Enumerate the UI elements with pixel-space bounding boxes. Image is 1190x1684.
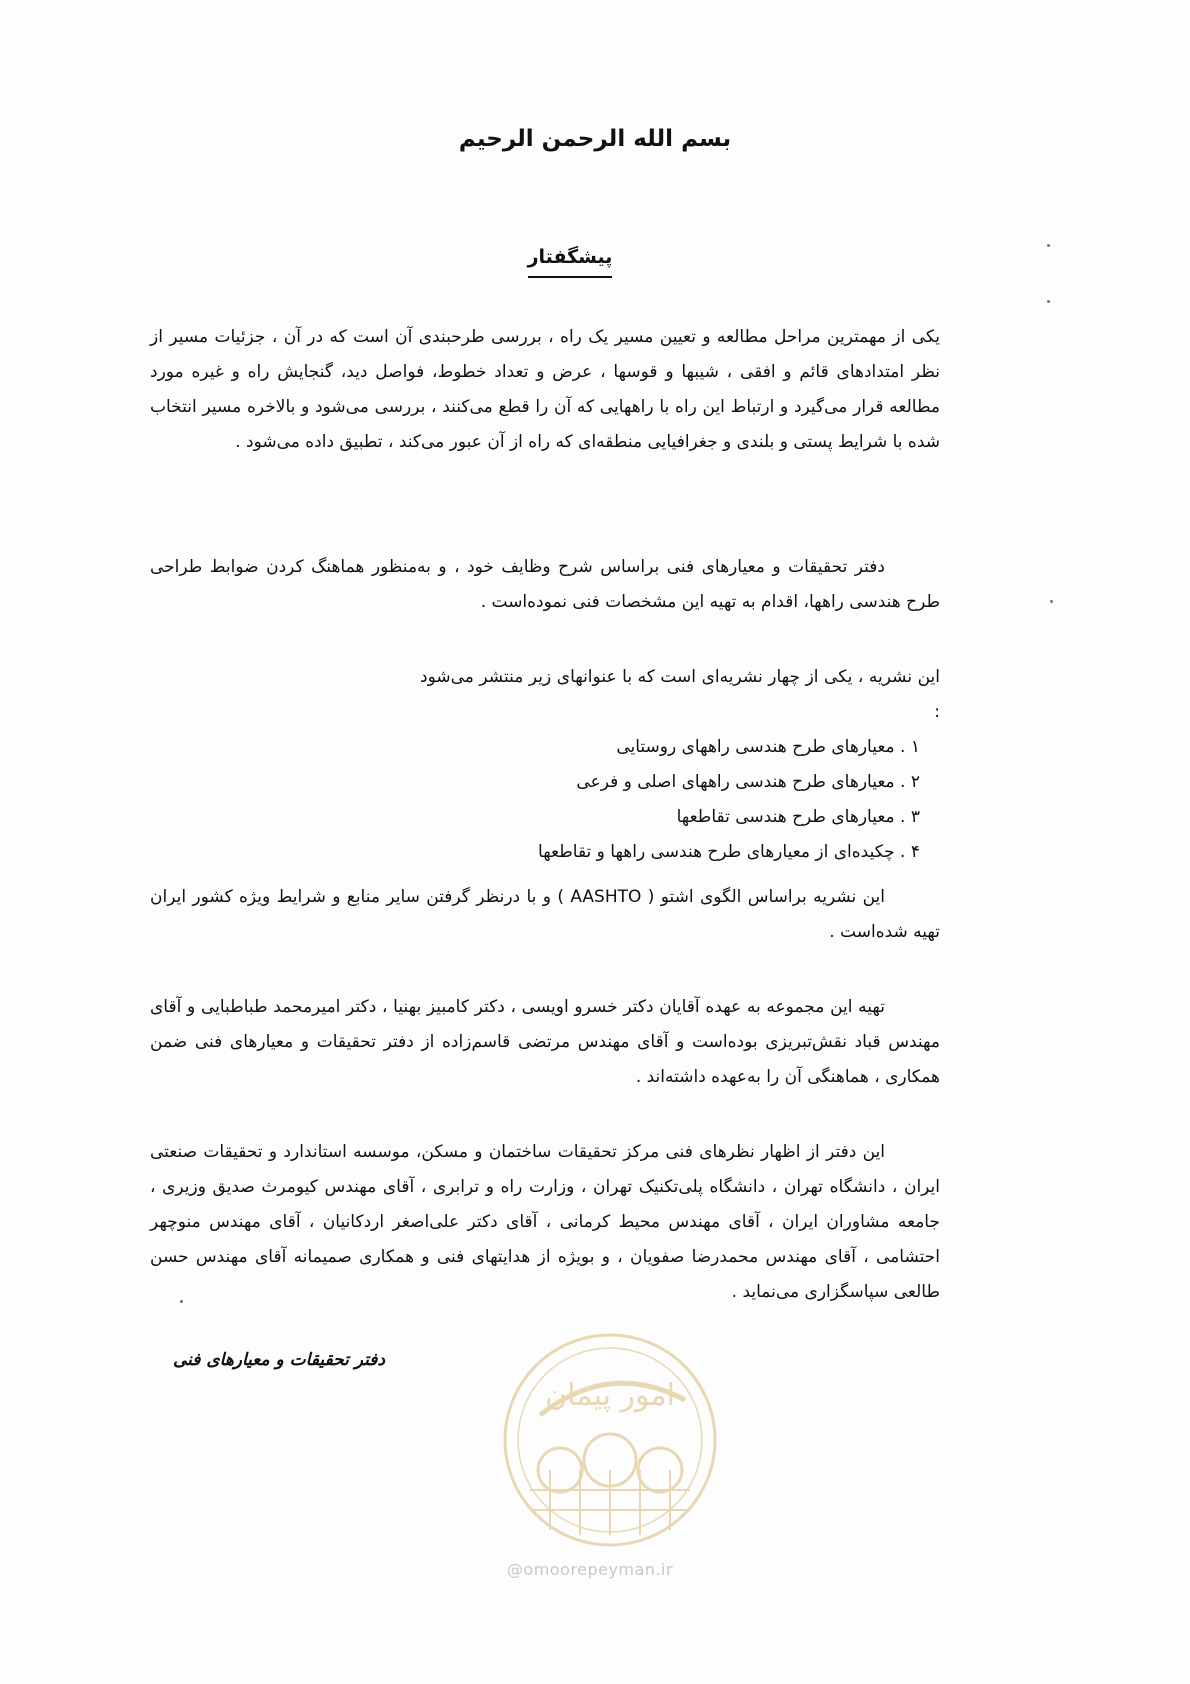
watermark-url: @omoorepeyman.ir: [506, 1560, 674, 1579]
publication-list-item: ۱ . معیارهای طرح هندسی راههای روستایی: [616, 737, 920, 757]
bismillah-heading: بسم الله الرحمن الرحيم: [458, 126, 732, 152]
signature: دفتر تحقیقات و معیارهای فنی: [172, 1350, 385, 1370]
publication-list-block: [420, 660, 940, 870]
scan-speck: [1047, 244, 1050, 247]
paragraph-authors: تهیه این مجموعه به عهده آقایان دکتر خسرو اویسی ، دکتر کامبیز بهنیا ، دکتر امیرمحمد طباطبایی و آقای مهندس قباد نقش‌تبریزی بوده‌است و آقای مهندس مرتضی قاسم‌زاده از دفتر تحقیقات و معیارهای فنی ضمن همکاری ، هماهنگی آن را به‌عهده داشته‌اند .: [150, 997, 940, 1087]
watermark-logo-text: امور پیمان: [545, 1378, 675, 1413]
paragraph-intro: یکی از مهمترین مراحل مطالعه و تعیین مسیر یک راه ، بررسی طرحبندی آن است که در آن ، جزئیات مسیر از نظر امتدادهای قائم و افقی ، شیبها و قوسها ، عرض و تعداد خطوط، فواصل دید، گنجایش راه و غیره مورد مطالعه قرار می‌گیرد و ارتباط این راه با راههایی که آن را قطع می‌کنند ، بررسی می‌شود و بالاخره مسیر انتخاب شده با شرایط پستی و بلندی و جغرافیایی منطقه‌ای که راه از آن عبور می‌کند ، تطبیق داده می‌شود .: [150, 327, 940, 452]
publication-list: [420, 730, 940, 870]
publication-list-item: ۳ . معیارهای طرح هندسی تقاطعها: [676, 807, 920, 827]
paragraph-office-duty: دفتر تحقیقات و معیارهای فنی براساس شرح وظایف خود ، و به‌منظور هماهنگ کردن ضوابط طراحی طرح هندسی راهها، اقدام به تهیه این مشخصات فنی نموده‌است .: [150, 557, 940, 612]
watermark-logo-icon: [470, 1320, 750, 1560]
page-title-text: پیشگفتار: [528, 246, 613, 278]
scan-speck: [180, 1300, 183, 1303]
publication-list-item: ۲ . معیارهای طرح هندسی راههای اصلی و فرعی: [576, 772, 920, 792]
publication-list-item: ۴ . چکیده‌ای از معیارهای طرح هندسی راهها و تقاطعها: [538, 842, 920, 862]
scan-speck: [1050, 600, 1053, 603]
paragraph-aashto: این نشریه براساس الگوی اشتو ( AASHTO ) و با درنظر گرفتن سایر منابع و شرایط ویژه کشور ایران تهیه شده‌است .: [150, 887, 940, 942]
page-title: [440, 246, 700, 268]
paragraph-acknowledgements: این دفتر از اظهار نظرهای فنی مرکز تحقیقات ساختمان و مسکن، موسسه استاندارد و تحقیقات صنعتی ایران ، دانشگاه تهران ، دانشگاه پلی‌تکنیک تهران ، وزارت راه و ترابری ، آقای مهندس کیومرث صدیق وزیری ، جامعه مشاوران ایران ، آقای مهندس محیط کرمانی ، آقای دکتر علی‌اصغر اردکانیان ، آقای مهندس منوچهر احتشامی ، آقای مهندس محمدرضا صفویان ، و بویژه از هدایتهای فنی و همکاری صمیمانه آقای مهندس حسن طالعی سپاسگزاری می‌نماید .: [150, 1142, 940, 1302]
scan-speck: [1047, 300, 1050, 303]
publication-list-intro: این نشریه ، یکی از چهار نشریه‌ای است که با عنوانهای زیر منتشر می‌شود :: [420, 667, 940, 722]
